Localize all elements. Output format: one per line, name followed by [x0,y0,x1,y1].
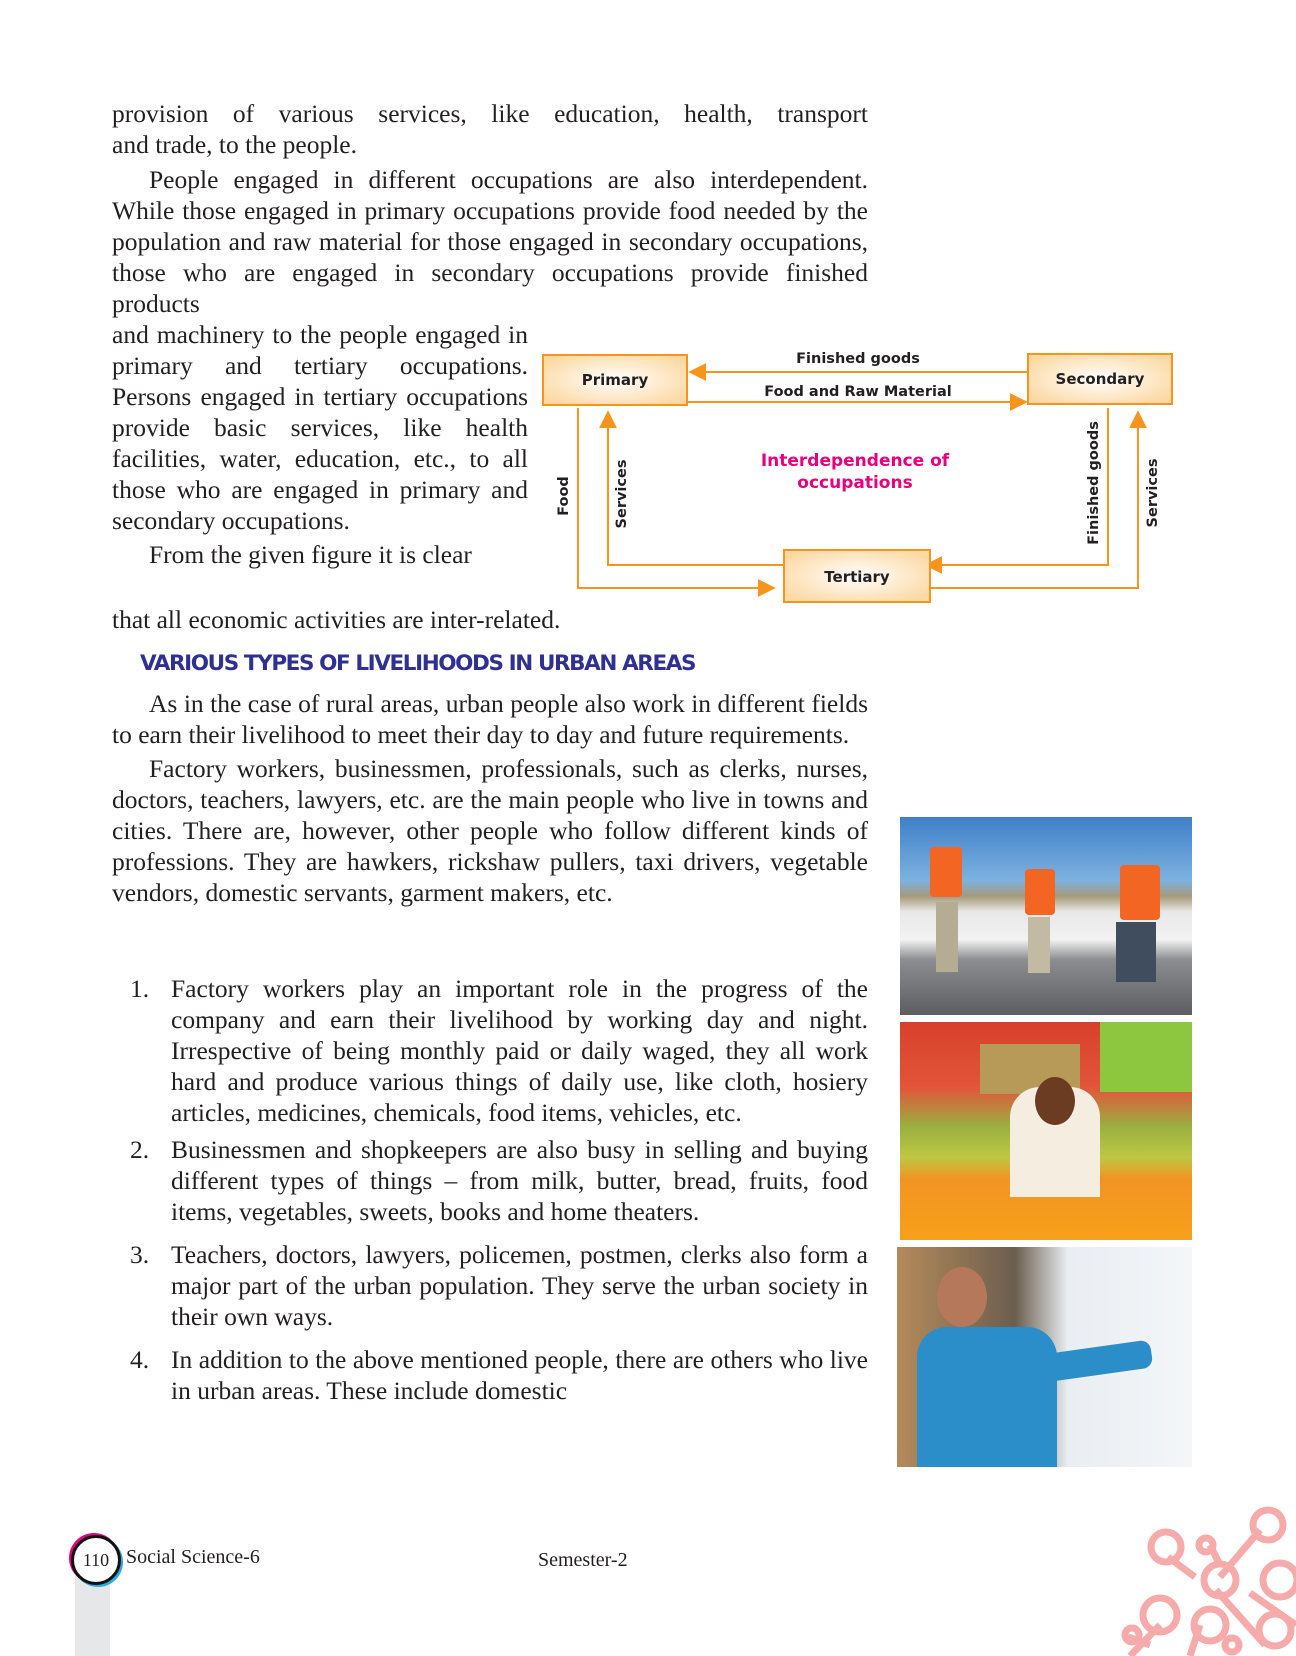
paragraph-text: and machinery to the people engaged in primary and tertiary occupations. Persons engaged in tertiary occupations provide basic services, like health facilities, water, education, etc., to all those who are engaged in primary and secondary occupations. [112,320,528,535]
paragraph-text: Factory workers, businessmen, professionals, such as clerks, nurses, doctors, teachers, lawyers, etc. are the main people who live in towns and cities. There are, however, other people who follow different kinds of professions. They are hawkers, rickshaw pullers, taxi drivers, vegetable vendors, domestic servants, garment makers, etc. [112,754,868,907]
diagram-title-line2: occupations [797,473,913,493]
page-number-badge: 110 [71,1535,121,1585]
list-text: Businessmen and shopkeepers are also busy in selling and buying different types of things – from milk, butter, bread, fruits, food items, vegetables, sweets, books and home theaters. [171,1135,868,1226]
text-line: and trade, to the people. [112,130,357,159]
label-services-right: Services [1145,458,1161,528]
decorative-molecule-icon [1120,1505,1296,1656]
list-number: 3. [130,1240,150,1269]
paragraph-text: People engaged in different occupations are also interdependent. While those engaged in primary occupations provide food needed by the population and raw material for those engaged in secondary occupations, those who are engaged in secondary occupations provide finished products [112,165,868,318]
arrow-services-to-primary [608,412,784,565]
section-intro [112,688,868,908]
page-edge-bar [75,1575,110,1656]
paragraph-interdependence-wrap [112,319,528,570]
paragraph-text: As in the case of rural areas, urban people also work in different fields to earn their livelihood to meet their day to day and future requirements. [112,689,868,749]
paragraph-interdependence [112,164,868,319]
list-number: 4. [130,1345,150,1374]
label-food: Food [556,476,572,516]
box-label-secondary: Secondary [1055,370,1145,388]
list-item [112,1239,868,1332]
box-label-tertiary: Tertiary [824,568,890,586]
list-item [112,973,868,1128]
construction-workers-photo [900,817,1192,1015]
box-label-primary: Primary [581,371,649,389]
arrow-services-to-secondary [924,412,1138,588]
box-primary [543,355,687,405]
paragraph-text: that all economic activities are inter-related. [112,605,561,634]
list-number: 2. [130,1135,150,1164]
box-tertiary [784,550,930,602]
fruit-vendor-photo [900,1022,1192,1240]
semester-label: Semester-2 [538,1549,628,1571]
box-secondary [1028,354,1172,404]
livelihood-list [112,973,868,1412]
list-text: In addition to the above mentioned people, there are others who live in urban areas. These include domestic [171,1345,868,1405]
text-line: provision of various services, like education, health, transport [112,99,868,128]
label-services-left: Services [614,459,630,529]
paragraph-text: From the given figure it is clear [149,540,472,569]
paragraph-services-continued [112,98,868,160]
list-item [112,1134,868,1227]
label-food-raw-material: Food and Raw Material [764,384,952,400]
list-item [112,1344,868,1406]
book-title: Social Science-6 [126,1546,260,1568]
interdependence-diagram [530,340,1190,620]
list-text: Factory workers play an important role in the progress of the company and earn their livelihood by working day and night. Irrespective of being monthly paid or daily waged, they all work hard and produce various things of daily use, like cloth, hosiery articles, medicines, chemicals, food items, vehicles, etc. [171,974,868,1127]
teacher-photo [897,1247,1192,1467]
section-heading: VARIOUS TYPES OF LIVELIHOODS IN URBAN AREAS [140,651,696,676]
list-number: 1. [130,974,150,1003]
arrow-finished-goods-to-tertiary [926,408,1108,565]
label-finished-goods-right: Finished goods [1086,421,1102,545]
label-finished-goods-top: Finished goods [796,351,920,367]
diagram-title-line1: Interdependence of [760,451,950,471]
list-text: Teachers, doctors, lawyers, policemen, postmen, clerks also form a major part of the urban population. They serve the urban society in their own ways. [171,1240,868,1331]
